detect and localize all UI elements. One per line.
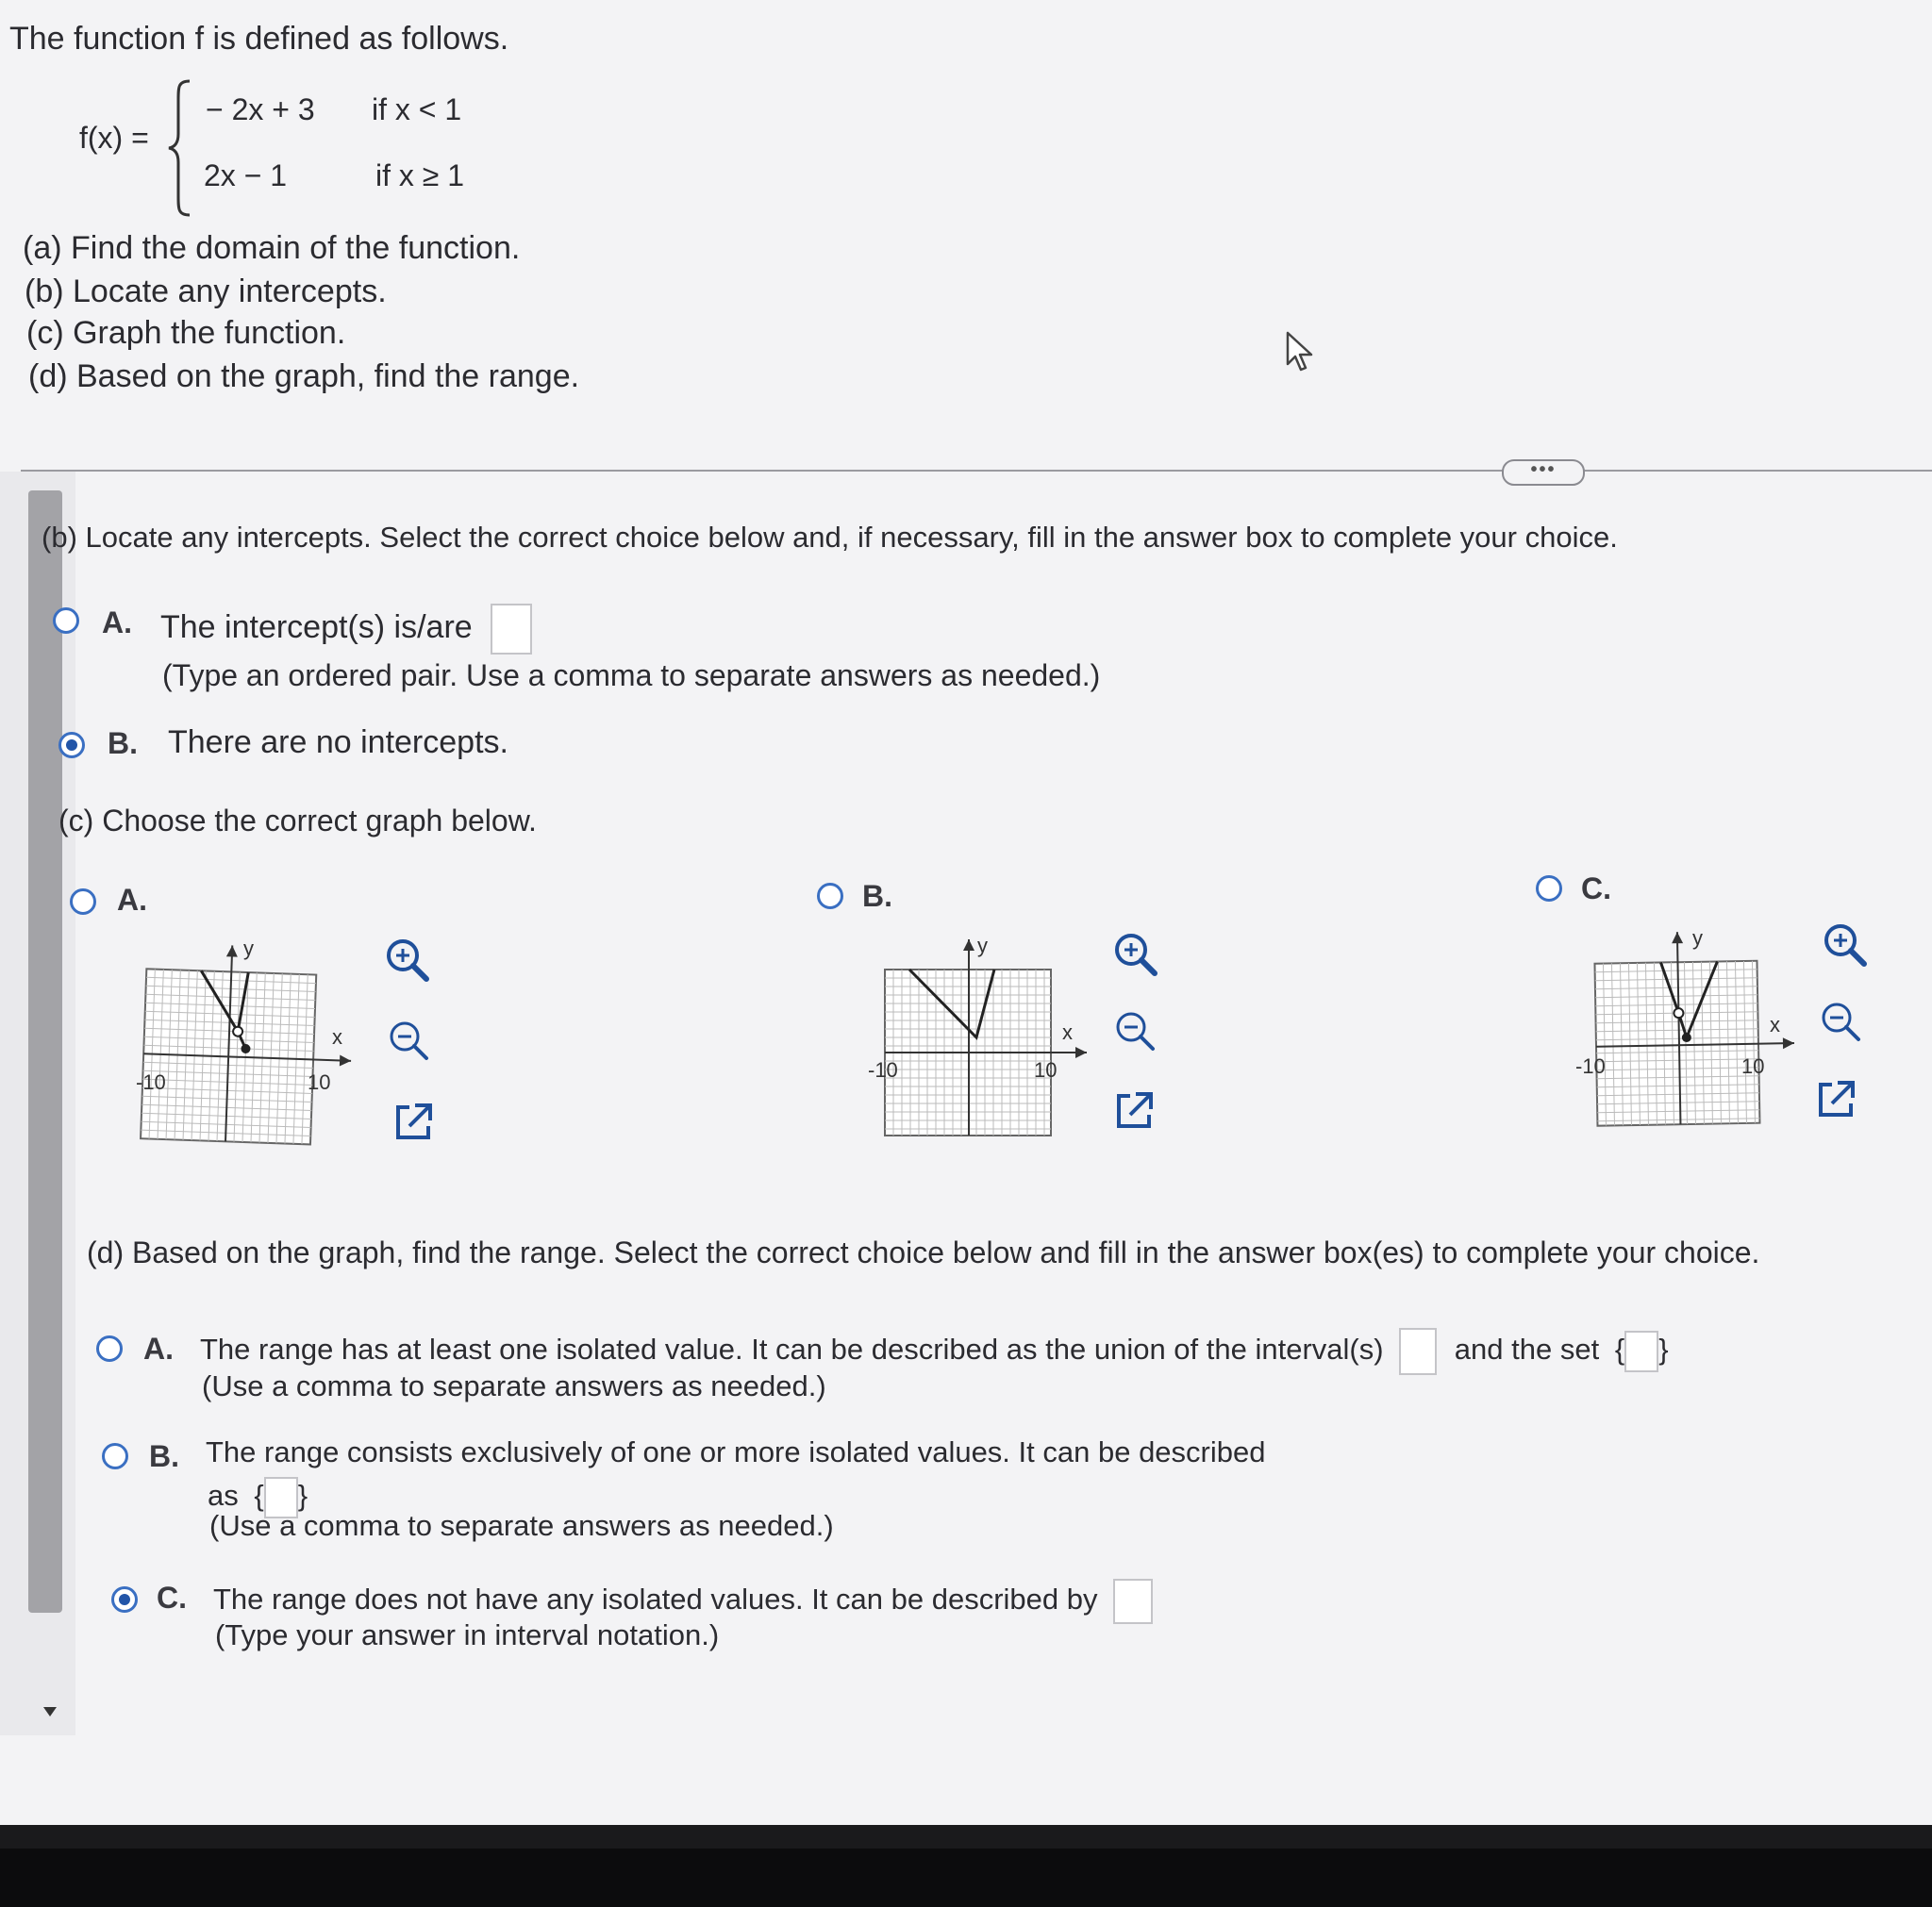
part-b-option-a-letter: A. [102,605,132,639]
part-d-prompt: (d) Based on the graph, find the range. Select the correct choice below and fill in the answer box(es) to complete your choice. [87,1235,1760,1269]
piecewise-brace [165,77,193,219]
set-open-brace-b: { [254,1479,264,1513]
graph-c-tick-pos: 10 [1741,1054,1765,1078]
graph-a-y-label: y [243,938,254,960]
part-d-option-a-radio[interactable] [96,1335,123,1362]
range-set-answer-box[interactable] [1624,1331,1658,1372]
part-d-option-c-text: The range does not have any isolated values. It can be described by [213,1583,1098,1617]
graph-c-y-label: y [1692,926,1703,950]
mouse-cursor-icon [1285,330,1317,373]
part-b-option-a-row [160,604,532,655]
part-d-option-a-text2: and the set [1454,1333,1600,1367]
graph-b-zoom-out-icon[interactable] [1111,1007,1160,1056]
problem-intro: The function f is defined as follows. [9,21,509,57]
part-d-option-a-letter: A. [143,1332,174,1366]
part-d-option-b-hint: (Use a comma to separate answers as needed.) [209,1509,834,1542]
part-d-option-b-letter: B. [149,1439,179,1473]
part-b-prompt: (b) Locate any intercepts. Select the correct choice below and, if necessary, fill in the answer box to complete your choice. [42,521,1618,554]
part-d-option-b-radio[interactable] [102,1443,128,1469]
fx-label: f(x) = [79,121,149,155]
graph-a-tick-neg: -10 [136,1070,166,1094]
graph-c-zoom-in-icon[interactable] [1821,920,1870,970]
part-b-option-b-text: There are no intercepts. [168,724,508,760]
intercept-answer-box[interactable] [491,604,532,655]
graph-option-b-radio[interactable] [817,883,843,909]
part-d-option-c-radio[interactable] [111,1586,138,1613]
part-d-option-a-row [200,1328,1669,1375]
set-close-brace: } [1658,1333,1669,1367]
part-c-prompt: (c) Choose the correct graph below. [58,804,537,837]
graph-c-external-link-icon[interactable] [1811,1075,1860,1124]
graph-option-c[interactable] [1575,922,1811,1149]
graph-a-zoom-in-icon[interactable] [383,936,432,985]
task-d: (d) Based on the graph, find the range. [28,358,580,394]
piece2-expression: 2x − 1 [204,158,288,192]
graph-option-a-letter: A. [117,883,147,917]
expand-more-button[interactable]: ••• [1502,459,1585,486]
interval-notation-answer-box[interactable] [1113,1579,1153,1624]
part-d-option-a-text: The range has at least one isolated value. It can be described as the union of the interval(s) [200,1333,1384,1367]
part-b-option-a-text: The intercept(s) is/are [160,608,473,645]
graph-a-x-label: x [332,1025,342,1049]
range-intervals-answer-box[interactable] [1399,1328,1437,1375]
task-a: (a) Find the domain of the function. [23,230,521,266]
part-b-option-a-radio[interactable] [53,607,79,634]
set-open-brace: { [1614,1333,1625,1367]
graph-b-tick-neg: -10 [868,1058,898,1082]
graph-a-zoom-out-icon[interactable] [385,1017,434,1066]
task-b: (b) Locate any intercepts. [25,274,387,309]
graph-option-b[interactable] [868,932,1104,1158]
part-d-option-c-hint: (Type your answer in interval notation.) [215,1618,720,1651]
graph-b-y-label: y [977,934,988,957]
piece2-condition: if x ≥ 1 [375,158,465,192]
set-close-brace-b: } [297,1479,308,1513]
graph-b-external-link-icon[interactable] [1109,1086,1158,1136]
task-c: (c) Graph the function. [26,315,346,351]
part-d-option-c-row [213,1579,1153,1624]
part-d-option-b-text: The range consists exclusively of one or more isolated values. It can be described [206,1435,1266,1468]
part-b-option-a-hint: (Type an ordered pair. Use a comma to separate answers as needed.) [162,658,1101,692]
graph-c-x-label: x [1770,1013,1780,1036]
graph-option-a[interactable] [132,938,368,1165]
part-d-option-b-text2: as [208,1479,239,1513]
graph-option-c-radio[interactable] [1536,875,1562,902]
graph-option-c-letter: C. [1581,871,1611,905]
graph-option-b-letter: B. [862,879,892,913]
graph-b-x-label: x [1062,1020,1073,1044]
scroll-down-arrow-icon[interactable] [43,1707,57,1716]
part-d-option-c-letter: C. [157,1581,187,1615]
section-divider [21,470,1932,472]
graph-a-tick-pos: 10 [308,1070,331,1094]
piece1-expression: − 2x + 3 [206,92,315,126]
graph-b-zoom-in-icon[interactable] [1111,930,1160,979]
part-b-option-b-radio[interactable] [58,732,85,758]
part-b-option-b-letter: B. [108,726,138,760]
graph-option-a-radio[interactable] [70,888,96,915]
screen-bezel-bottom [0,1849,1932,1907]
graph-b-tick-pos: 10 [1034,1058,1058,1082]
graph-a-external-link-icon[interactable] [389,1098,438,1147]
graph-c-zoom-out-icon[interactable] [1817,998,1866,1047]
graph-c-tick-neg: -10 [1575,1054,1606,1078]
scrollbar-thumb[interactable] [28,490,62,1613]
piece1-condition: if x < 1 [372,92,462,126]
part-d-option-a-hint: (Use a comma to separate answers as needed.) [202,1369,826,1402]
